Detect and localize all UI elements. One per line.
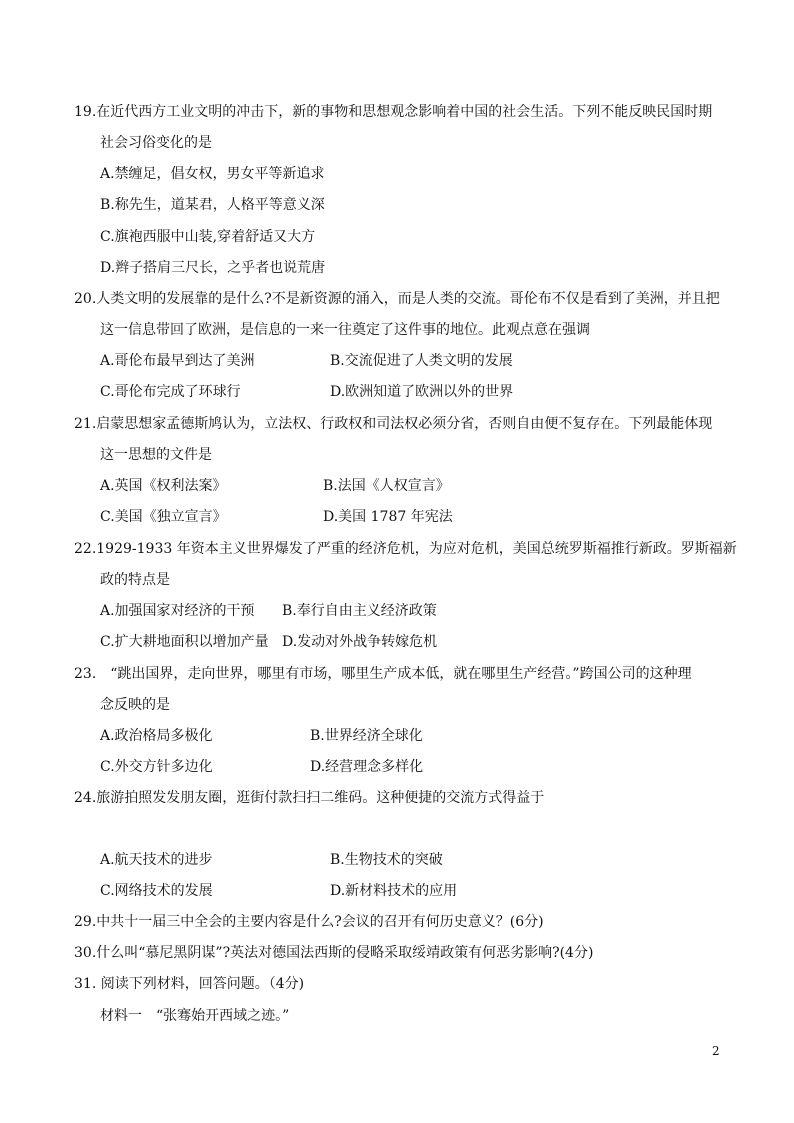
question-19-option-d: D.辫子搭肩三尺长，之乎者也说荒唐 (100, 260, 326, 276)
question-19-option-b: B.称先生，道某君，人格平等意义深 (100, 197, 325, 213)
question-21-line-1: 21.启蒙思想家孟德斯鸠认为，立法权、行政权和司法权必须分省，否则自由便不复存在。下列最能体现 (74, 416, 713, 432)
question-31: 31. 阅读下列材料，回答问题。（4分) (74, 976, 305, 992)
question-22-line-1: 22.1929-1933 年资本主义世界爆发了严重的经济危机，为应对危机，美国总统罗斯福推行新政。罗斯福新 (74, 541, 737, 557)
question-22-option-d: D.发动对外战争转嫁危机 (282, 634, 438, 650)
question-19-line-1: 19.在近代西方工业文明的冲击下，新的事物和思想观念影响着中国的社会生活。下列不能反映民国时期 (74, 104, 713, 120)
question-23-option-c: C.外交方针多边化 (100, 759, 213, 775)
question-23-option-b: B.世界经济全球化 (310, 728, 423, 744)
question-24-line-1: 24.旅游拍照发发朋友圈，逛街付款扫扫二维码。这种便捷的交流方式得益于 (74, 790, 545, 806)
question-20-line-1: 20.人类文明的发展靠的是什么?不是新资源的涌入，而是人类的交流。哥伦布不仅是看到了美洲，并且把 (74, 291, 720, 307)
question-24-option-b: B.生物技术的突破 (330, 852, 443, 868)
question-19-option-a: A.禁缠足，倡女权，男女平等新追求 (100, 166, 325, 182)
question-24-option-d: D.新材料技术的应用 (330, 883, 458, 899)
question-23-line-2: 念反映的是 (100, 697, 170, 713)
question-20-option-d: D.欧洲知道了欧洲以外的世界 (330, 384, 514, 400)
question-20-option-a: A.哥伦布最早到达了美洲 (100, 353, 255, 369)
question-23-option-a: A.政治格局多极化 (100, 728, 213, 744)
question-21-line-2: 这一思想的文件是 (100, 447, 212, 463)
page-number: 2 (712, 1044, 720, 1058)
question-21-option-c: C.美国《独立宣言》 (100, 509, 227, 525)
question-22-option-a: A.加强国家对经济的干预 (100, 603, 255, 619)
question-21-option-b: B.法国《人权宣言》 (323, 478, 450, 494)
question-21-option-d: D.美国 1787 年宪法 (323, 509, 453, 525)
question-23-option-d: D.经营理念多样化 (310, 759, 424, 775)
question-22-option-c: C.扩大耕地面积以增加产量 (100, 634, 269, 650)
material-one: 材料一 “张骞始开西域之迹。” (100, 1008, 290, 1024)
question-20-line-2: 这一信息带回了欧洲，是信息的一来一往奠定了这件事的地位。此观点意在强调 (100, 322, 590, 338)
question-24-option-c: C.网络技术的发展 (100, 883, 213, 899)
question-19-line-2: 社会习俗变化的是 (100, 135, 212, 151)
question-22-line-2: 政的特点是 (100, 572, 170, 588)
question-20-option-c: C.哥伦布完成了环球行 (100, 384, 241, 400)
question-21-option-a: A.英国《权利法案》 (100, 478, 227, 494)
question-24-option-a: A.航天技术的进步 (100, 852, 213, 868)
question-20-option-b: B.交流促进了人类文明的发展 (330, 353, 513, 369)
question-29: 29.中共十一届三中全会的主要内容是什么?会议的召开有何历史意义？(6分) (74, 914, 544, 930)
question-22-option-b: B.奉行自由主义经济政策 (282, 603, 437, 619)
question-19-option-c: C.旗袍西服中山装,穿着舒适又大方 (100, 229, 316, 245)
question-23-line-1: 23. “跳出国界，走向世界，哪里有市场，哪里生产成本低，就在哪里生产经营。”跨国公司的这种理 (74, 666, 692, 682)
question-30: 30.什么叫“慕尼黑阴谋”?英法对德国法西斯的侵略采取绥靖政策有何恶劣影响?(4分) (74, 945, 594, 961)
